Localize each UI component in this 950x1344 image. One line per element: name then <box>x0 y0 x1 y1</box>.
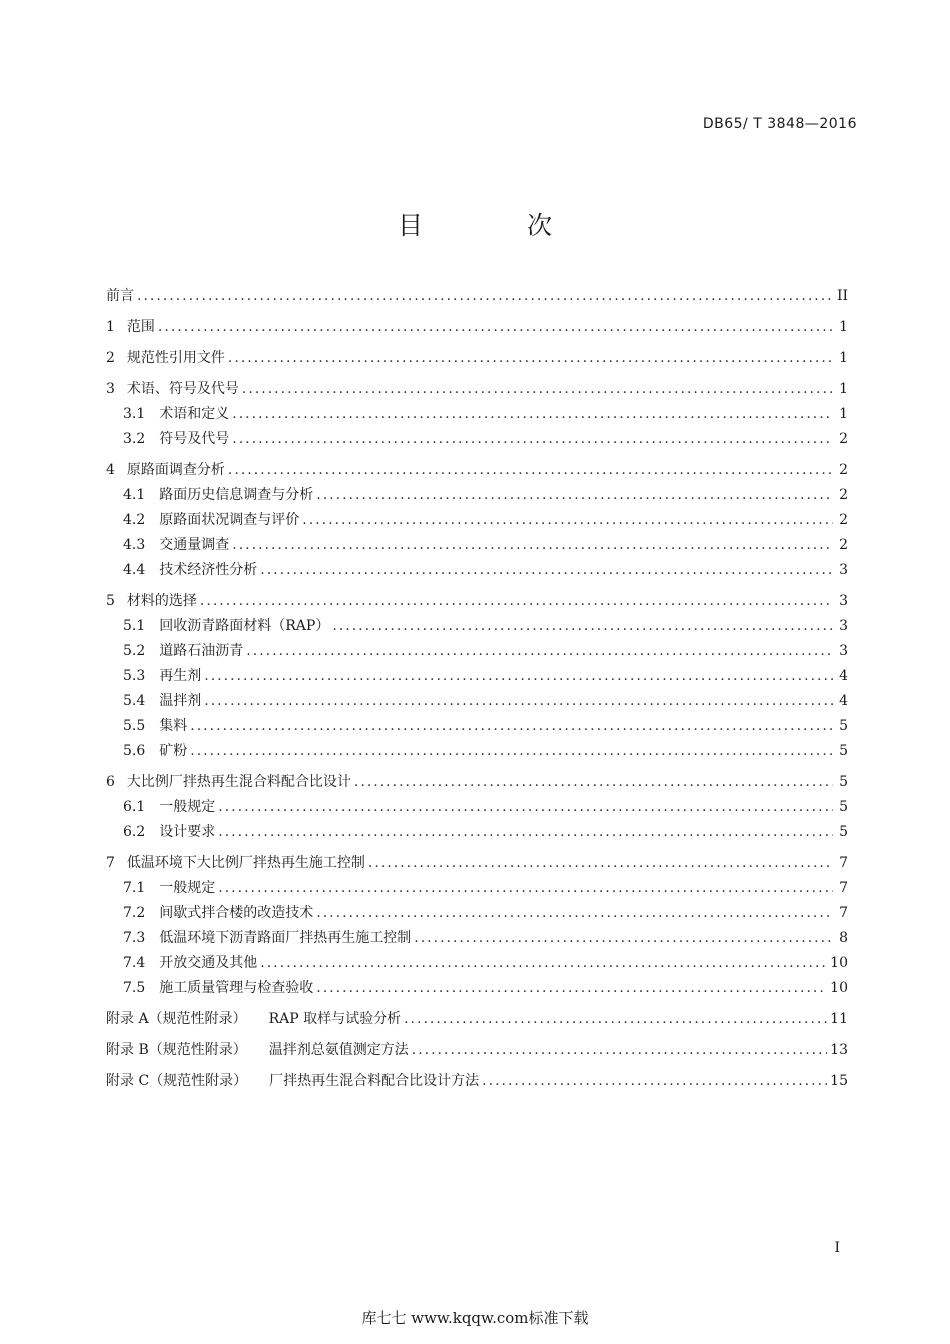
toc-leader-dots <box>316 487 833 504</box>
toc-leader-dots <box>228 350 833 367</box>
toc-entry-number: 5.1 <box>123 618 146 634</box>
toc-entry-label: 道路石油沥青 <box>159 643 244 659</box>
toc-entry-label: 温拌剂总氨值测定方法 <box>268 1042 409 1058</box>
toc-entry-label: 原路面状况调查与评价 <box>159 512 300 528</box>
toc-entry-number: 4.1 <box>123 487 146 503</box>
toc-entry-page: 5 <box>839 774 848 790</box>
toc-leader-dots <box>302 512 833 529</box>
toc-entry-page: 2 <box>839 512 848 528</box>
toc-entry-page: 1 <box>839 406 848 422</box>
toc-leader-dots <box>412 1042 827 1059</box>
toc-entry-label: 原路面调查分析 <box>126 462 225 478</box>
toc-leader-dots <box>218 824 833 841</box>
toc-entry-label: 材料的选择 <box>126 593 197 609</box>
toc-entry-page: 13 <box>830 1042 848 1058</box>
toc-entry-page: 5 <box>839 824 848 840</box>
toc-entry-page: 2 <box>839 487 848 503</box>
toc-subsection-entry[interactable] <box>106 487 848 504</box>
toc-entry-page: II <box>836 288 848 304</box>
toc-entry-page: 10 <box>830 955 848 971</box>
toc-entry-label: 符号及代号 <box>159 431 230 447</box>
toc-leader-dots <box>404 1011 827 1028</box>
toc-leader-dots <box>482 1073 827 1090</box>
toc-entry-label: 交通量调查 <box>159 537 230 553</box>
toc-entry-number: 6.1 <box>123 799 146 815</box>
toc-leader-dots <box>242 381 833 398</box>
toc-entry-number: 2 <box>106 350 115 366</box>
toc-entry-page: 1 <box>839 319 848 335</box>
toc-subsection-entry[interactable] <box>106 668 848 685</box>
toc-entry-label: RAP 取样与试验分析 <box>268 1011 402 1027</box>
toc-entry-label: 一般规定 <box>159 880 216 896</box>
toc-subsection-entry[interactable] <box>106 406 848 423</box>
toc-leader-dots <box>332 618 833 635</box>
toc-entry-number: 4.2 <box>123 512 146 528</box>
toc-subsection-entry[interactable] <box>106 743 848 760</box>
toc-entry-number: 6 <box>106 774 115 790</box>
toc-leader-dots <box>137 288 833 305</box>
toc-entry-label: 开放交通及其他 <box>159 955 258 971</box>
toc-entry-label: 矿粉 <box>159 743 188 759</box>
toc-entry-page: 3 <box>839 618 848 634</box>
toc-entry-number: 7.3 <box>123 930 146 946</box>
toc-entry-label: 设计要求 <box>159 824 216 840</box>
toc-leader-dots <box>218 880 833 897</box>
toc-entry-number: 附录 A（规范性附录） <box>106 1011 247 1027</box>
toc-leader-dots <box>158 319 833 336</box>
toc-entry-page: 15 <box>830 1073 848 1089</box>
toc-entry-number: 3.2 <box>123 431 146 447</box>
toc-leader-dots <box>204 668 833 685</box>
toc-entry-page: 10 <box>830 980 848 996</box>
toc-leader-dots <box>204 693 833 710</box>
toc-leader-dots <box>368 855 833 872</box>
page-number: I <box>834 1240 840 1256</box>
toc-entry-page: 1 <box>839 381 848 397</box>
toc-subsection-entry[interactable] <box>106 643 848 660</box>
toc-entry-number: 7 <box>106 855 115 871</box>
toc-leader-dots <box>316 980 827 997</box>
toc-entry-page: 4 <box>839 668 848 684</box>
toc-entry-page: 3 <box>839 643 848 659</box>
toc-entry-label: 集料 <box>159 718 188 734</box>
toc-entry-number: 5 <box>106 593 115 609</box>
toc-entry-number: 3.1 <box>123 406 146 422</box>
toc-leader-dots <box>260 562 833 579</box>
toc-leader-dots <box>232 431 833 448</box>
toc-subsection-entry[interactable] <box>106 980 848 997</box>
toc-subsection-entry[interactable] <box>106 537 848 554</box>
toc-entry-label: 前言 <box>106 288 134 304</box>
document-code: DB65/ T 3848—2016 <box>702 116 857 132</box>
toc-entry-number: 4.4 <box>123 562 146 578</box>
toc-leader-dots <box>232 406 833 423</box>
toc-leader-dots <box>190 718 833 735</box>
toc-entry-label: 技术经济性分析 <box>159 562 258 578</box>
toc-entry-page: 11 <box>830 1011 848 1027</box>
toc-section-entry[interactable] <box>106 774 848 791</box>
toc-entry-number: 1 <box>106 319 115 335</box>
toc-entry-page: 2 <box>839 537 848 553</box>
toc-entry-label: 低温环境下大比例厂拌热再生施工控制 <box>126 855 365 871</box>
toc-entry-page: 5 <box>839 718 848 734</box>
toc-entry-label: 温拌剂 <box>159 693 202 709</box>
toc-appendix-entry[interactable] <box>106 1042 848 1059</box>
toc-entry-label: 间歇式拌合楼的改造技术 <box>159 905 314 921</box>
page-title: 目 次 <box>398 211 600 240</box>
toc-leader-dots <box>414 930 833 947</box>
toc-section-entry[interactable] <box>106 288 848 305</box>
toc-leader-dots <box>190 743 833 760</box>
toc-entry-number: 6.2 <box>123 824 146 840</box>
toc-leader-dots <box>218 799 833 816</box>
toc-appendix-entry[interactable] <box>106 1073 848 1090</box>
toc-entry-page: 5 <box>839 799 848 815</box>
toc-entry-number: 4 <box>106 462 115 478</box>
toc-entry-label: 再生剂 <box>159 668 202 684</box>
toc-leader-dots <box>260 955 827 972</box>
toc-entry-page: 7 <box>839 880 848 896</box>
toc-entry-label: 规范性引用文件 <box>126 350 225 366</box>
toc-entry-page: 7 <box>839 905 848 921</box>
toc-leader-dots <box>228 462 833 479</box>
toc-subsection-entry[interactable] <box>106 955 848 972</box>
toc-subsection-entry[interactable] <box>106 905 848 922</box>
toc-section-entry[interactable] <box>106 855 848 872</box>
toc-entry-page: 2 <box>839 431 848 447</box>
toc-entry-label: 厂拌热再生混合料配合比设计方法 <box>269 1073 480 1089</box>
toc-entry-page: 2 <box>839 462 848 478</box>
toc-entry-label: 范围 <box>126 319 155 335</box>
toc-entry-label: 路面历史信息调查与分析 <box>159 487 314 503</box>
toc-entry-number: 7.5 <box>123 980 146 996</box>
toc-entry-number: 附录 C（规范性附录） <box>106 1073 248 1089</box>
table-of-contents <box>106 288 848 1090</box>
toc-entry-number: 附录 B（规范性附录） <box>106 1042 247 1058</box>
toc-leader-dots <box>354 774 833 791</box>
toc-entry-number: 7.2 <box>123 905 146 921</box>
toc-entry-label: 回收沥青路面材料（RAP） <box>159 618 330 634</box>
toc-entry-page: 8 <box>839 930 848 946</box>
toc-subsection-entry[interactable] <box>106 930 848 947</box>
toc-subsection-entry[interactable] <box>106 880 848 897</box>
toc-entry-page: 7 <box>839 855 848 871</box>
toc-section-entry[interactable] <box>106 462 848 479</box>
toc-entry-number: 5.3 <box>123 668 146 684</box>
toc-subsection-entry[interactable] <box>106 431 848 448</box>
toc-section-entry[interactable] <box>106 381 848 398</box>
toc-subsection-entry[interactable] <box>106 618 848 635</box>
toc-appendix-entry[interactable] <box>106 1011 848 1028</box>
toc-entry-label: 大比例厂拌热再生混合料配合比设计 <box>126 774 351 790</box>
toc-subsection-entry[interactable] <box>106 512 848 529</box>
toc-entry-label: 低温环境下沥青路面厂拌热再生施工控制 <box>159 930 412 946</box>
toc-subsection-entry[interactable] <box>106 693 848 710</box>
toc-entry-label: 术语、符号及代号 <box>126 381 239 397</box>
toc-section-entry[interactable] <box>106 593 848 610</box>
toc-section-entry[interactable] <box>106 350 848 367</box>
toc-entry-page: 3 <box>839 593 848 609</box>
toc-leader-dots <box>316 905 833 922</box>
toc-entry-page: 5 <box>839 743 848 759</box>
toc-entry-number: 4.3 <box>123 537 146 553</box>
toc-entry-number: 7.1 <box>123 880 146 896</box>
toc-entry-page: 1 <box>839 350 848 366</box>
toc-entry-number: 5.5 <box>123 718 146 734</box>
toc-subsection-entry[interactable] <box>106 824 848 841</box>
toc-subsection-entry[interactable] <box>106 799 848 816</box>
toc-entry-label: 术语和定义 <box>159 406 230 422</box>
toc-leader-dots <box>232 537 833 554</box>
toc-entry-page: 3 <box>839 562 848 578</box>
toc-leader-dots <box>246 643 833 660</box>
toc-entry-number: 7.4 <box>123 955 146 971</box>
toc-entry-page: 4 <box>839 693 848 709</box>
toc-subsection-entry[interactable] <box>106 562 848 579</box>
toc-subsection-entry[interactable] <box>106 718 848 735</box>
toc-entry-number: 3 <box>106 381 115 397</box>
toc-entry-label: 施工质量管理与检查验收 <box>159 980 314 996</box>
toc-entry-label: 一般规定 <box>159 799 216 815</box>
toc-entry-number: 5.2 <box>123 643 146 659</box>
toc-entry-number: 5.4 <box>123 693 146 709</box>
toc-section-entry[interactable] <box>106 319 848 336</box>
toc-leader-dots <box>200 593 833 610</box>
toc-entry-number: 5.6 <box>123 743 146 759</box>
footer-watermark: 库七七 www.kqqw.com标准下载 <box>361 1309 589 1327</box>
